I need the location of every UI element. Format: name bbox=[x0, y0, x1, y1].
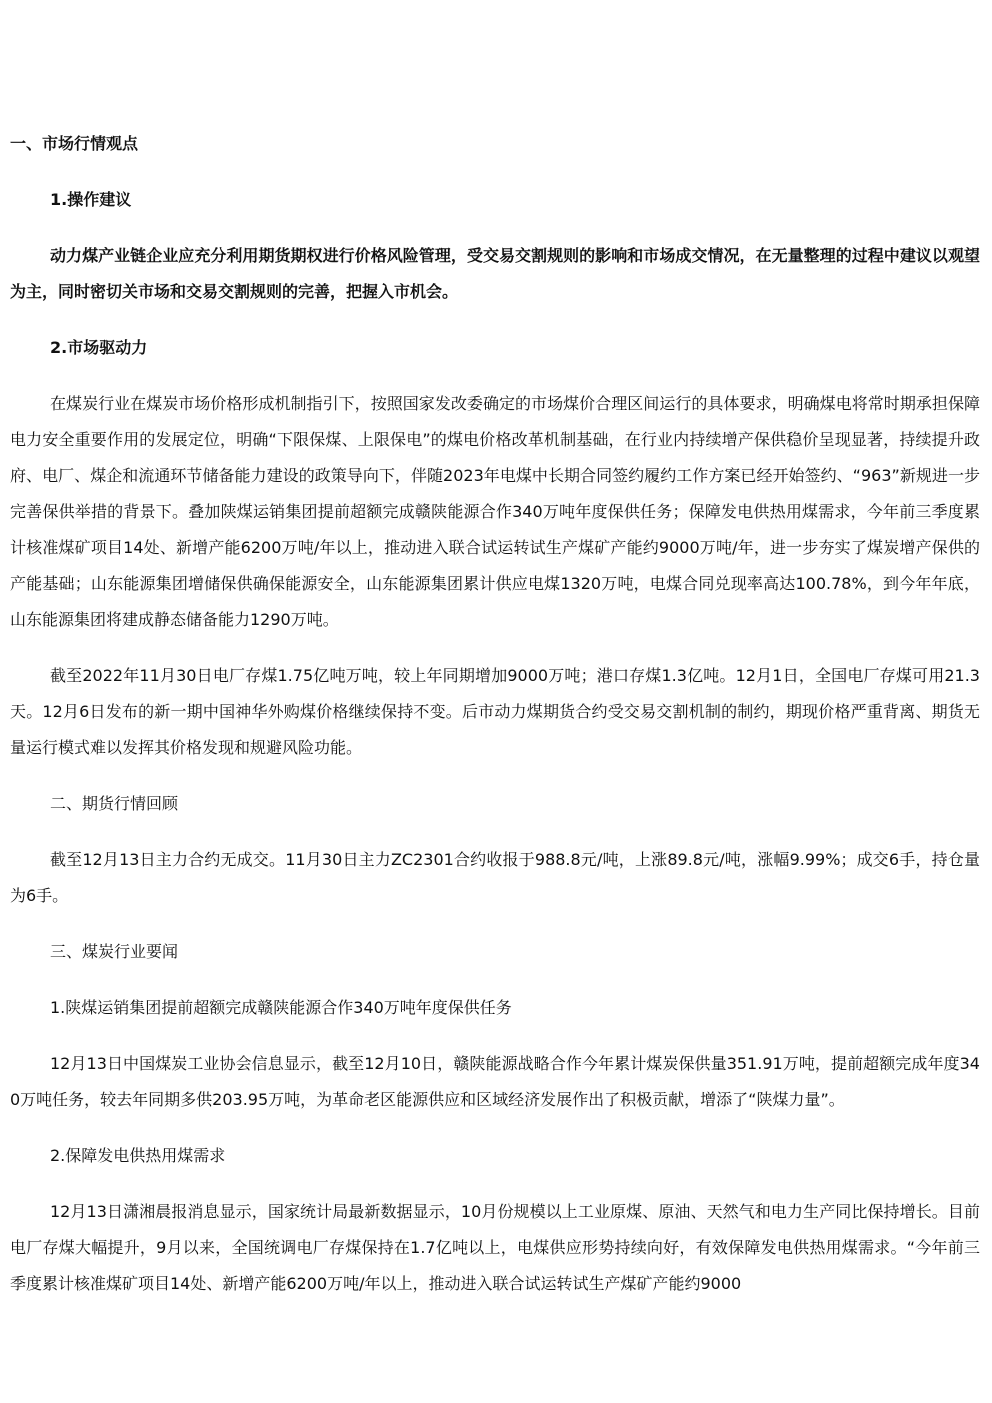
news-heading-1: 1.陕煤运销集团提前超额完成赣陕能源合作340万吨年度保供任务 bbox=[50, 998, 512, 1017]
section-heading-market-view: 一、市场行情观点 bbox=[10, 134, 139, 153]
futures-review-paragraph: 截至12月13日主力合约无成交。11月30日主力ZC2301合约收报于988.8元/吨，上涨89.8元/吨，涨幅9.99%；成交6手，持仓量为6手。 bbox=[10, 850, 980, 905]
market-drivers-paragraph-1: 在煤炭行业在煤炭市场价格形成机制指引下，按照国家发改委确定的市场煤价合理区间运行的具体要求，明确煤电将常时期承担保障电力安全重要作用的发展定位，明确“下限保煤、上限保电”的煤电价格改革机制基础，在行业内持续增产保供稳价呈现显著，持续提升政府、电厂、煤企和流通环节储备能力建设的政策导向下，伴随2023年电煤中长期合同签约履约工作方案已经开始签约、“963”新规进一步完善保供举措的背景下。叠加陕煤运销集团提前超额完成赣陕能源合作340万吨年度保供任务；保障发电供热用煤需求，今年前三季度累计核准煤矿项目14处、新增产能6200万吨/年以上，推动进入联合试运转试生产煤矿产能约9000万吨/年，进一步夯实了煤炭增产保供的产能基础；山东能源集团增储保供确保能源安全，山东能源集团累计供应电煤1320万吨，电煤合同兑现率高达100.78%，到今年年底，山东能源集团将建成静态储备能力1290万吨。 bbox=[10, 394, 980, 629]
news-paragraph-2: 12月13日潇湘晨报消息显示，国家统计局最新数据显示，10月份规模以上工业原煤、原油、天然气和电力生产同比保持增长。目前电厂存煤大幅提升，9月以来，全国统调电厂存煤保持在1.7亿吨以上，电煤供应形势持续向好，有效保障发电供热用煤需求。“今年前三季度累计核准煤矿项目14处、新增产能6200万吨/年以上，推动进入联合试运转试生产煤矿产能约9000 bbox=[10, 1202, 980, 1293]
market-drivers-paragraph-2: 截至2022年11月30日电厂存煤1.75亿吨万吨，较上年同期增加9000万吨；港口存煤1.3亿吨。12月1日，全国电厂存煤可用21.3天。12月6日发布的新一期中国神华外购煤价格继续保持不变。后市动力煤期货合约受交易交割机制的制约，期现价格严重背离、期货无量运行模式难以发挥其价格发现和规避风险功能。 bbox=[10, 666, 980, 757]
document-page bbox=[10, 126, 980, 1322]
section-heading-futures-review: 二、期货行情回顾 bbox=[50, 794, 179, 813]
news-paragraph-1: 12月13日中国煤炭工业协会信息显示，截至12月10日，赣陕能源战略合作今年累计煤炭保供量351.91万吨，提前超额完成年度340万吨任务，较去年同期多供203.95万吨，为革命老区能源供应和区域经济发展作出了积极贡献，增添了“陕煤力量”。 bbox=[10, 1054, 980, 1109]
news-heading-2: 2.保障发电供热用煤需求 bbox=[50, 1146, 226, 1165]
subheading-operation-advice: 1.操作建议 bbox=[50, 190, 132, 209]
section-heading-industry-news: 三、煤炭行业要闻 bbox=[50, 942, 179, 961]
subheading-market-drivers: 2.市场驱动力 bbox=[50, 338, 148, 357]
operation-advice-paragraph: 动力煤产业链企业应充分利用期货期权进行价格风险管理，受交易交割规则的影响和市场成交情况，在无量整理的过程中建议以观望为主，同时密切关市场和交易交割规则的完善，把握入市机会。 bbox=[10, 246, 980, 301]
